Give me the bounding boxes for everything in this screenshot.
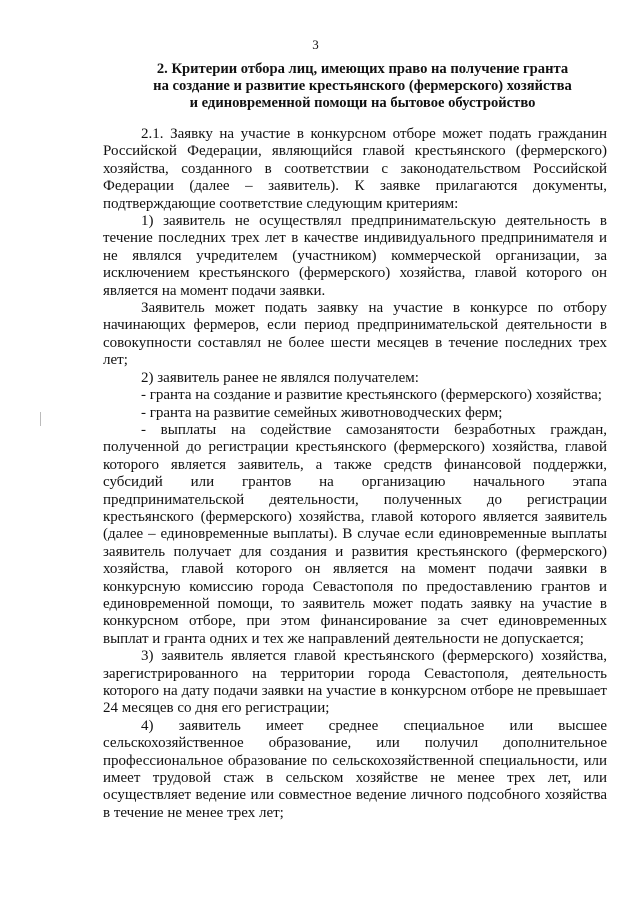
criterion-2-item-grant: - гранта на создание и развитие крестьянского (фермерского) хозяйства; <box>141 387 602 404</box>
criterion-2: 2) заявитель ранее не являлся получателем: <box>141 369 419 386</box>
criterion-1: 1) заявитель не осуществлял предпринимательскую деятельность в течение последних трех лет в качестве индивидуального предпринимателя и не являлся учредителем (участником) коммерческой организации, за исключением крестьянского (фермерского) хозяйства, главой которого он является на момент подачи заявки. <box>103 213 607 299</box>
criterion-2-item-payments: - выплаты на содействие самозанятости безработных граждан, полученной до регистрации крестьянского (фермерского) хозяйства, главой которого является заявитель, а также средств финансовой поддержки, субсидий или грантов на организацию начального этапа предпринимательской деятельности, полученных до регистрации крестьянского (фермерского) хозяйства, главой которого является заявитель (далее – единовременные выплаты). В случае если единовременные выплаты заявитель получает для создания и развития крестьянского (фермерского) хозяйства, главой которого он является на момент подачи заявки в конкурсную комиссию города Севастополя по предоставлению грантов и единовременной помощи, то заявитель может подать заявку на участие в конкурсном отборе, при этом финансирование за счет единовременных выплат и гранта одних и тех же направлений деятельности не допускается; <box>103 421 607 647</box>
criterion-2-item-family-farms: - гранта на развитие семейных животноводческих ферм; <box>141 404 503 421</box>
paragraph-2-1: 2.1. Заявку на участие в конкурсном отборе может подать гражданин Российской Федерации, являющийся главой крестьянского (фермерского) хозяйства, созданного в соответствии с законодательством Российской Федерации (далее – заявитель). К заявке прилагаются документы, подтверждающие соответствие следующим критериям: <box>103 126 607 212</box>
heading-line-2: на создание и развитие крестьянского (фермерского) хозяйства <box>153 78 572 94</box>
criterion-1-note: Заявитель может подать заявку на участие в конкурсе по отбору начинающих фермеров, если период предпринимательской деятельности в совокупности составлял не более шести месяцев в течение последних трех лет; <box>103 300 607 369</box>
body-text <box>103 126 607 822</box>
heading-line-1: 2. Критерии отбора лиц, имеющих право на получение гранта <box>156 61 569 77</box>
criterion-3: 3) заявитель является главой крестьянского (фермерского) хозяйства, зарегистрированного на территории города Севастополя, деятельность которого на дату подачи заявки на участие в конкурсном отборе не превышает 24 месяцев со дня его регистрации; <box>103 648 607 717</box>
page-number: 3 <box>312 37 319 52</box>
heading-line-3: и единовременной помощи на бытовое обустройство <box>189 95 536 111</box>
criterion-4: 4) заявитель имеет среднее специальное или высшее сельскохозяйственное образование, или получил дополнительное профессиональное образование по сельскохозяйственной специальности, или имеет трудовой стаж в сельском хозяйстве не менее трех лет, или осуществляет ведение или совместное ведение личного подсобного хозяйства в течение не менее трех лет; <box>103 717 607 821</box>
section-heading <box>100 61 625 112</box>
scan-margin-mark <box>40 412 41 426</box>
